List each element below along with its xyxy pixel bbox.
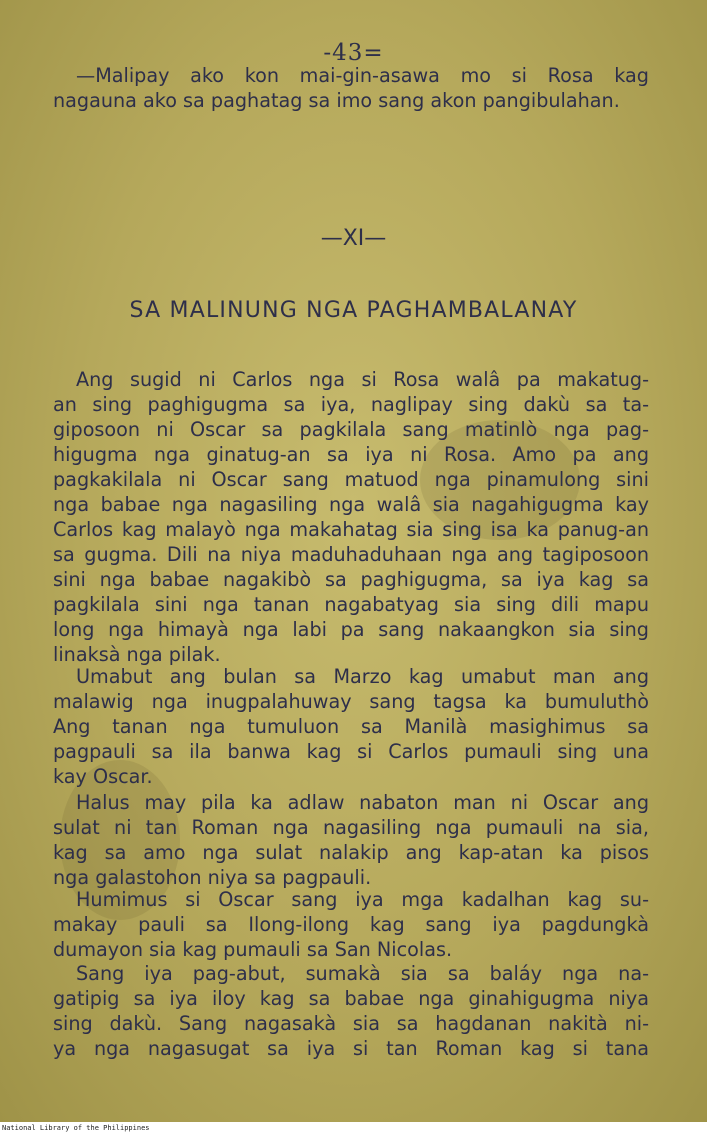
chapter-number: —XI—	[320, 226, 387, 251]
text-line: kag sa amo nga sulat nalakip ang kap-atan ka pisos	[53, 841, 649, 864]
text-line: gatipig sa iya iloy kag sa babae nga ginahigugma niya	[53, 987, 649, 1010]
text-line: sa gugma. Dili na niya maduhaduhaan nga ang tagiposoon	[53, 543, 649, 566]
text-line: pagpauli sa ila banwa kag si Carlos pumauli sing una	[53, 740, 649, 763]
text-line: linaksà nga pilak.	[53, 643, 221, 666]
text-line: kay Oscar.	[53, 765, 153, 788]
footer-credit: National Library of the Philippines	[2, 1124, 150, 1132]
text-line: Umabut ang bulan sa Marzo kag umabut man ang	[76, 665, 649, 688]
text-line: sulat ni tan Roman nga nagasiling nga pumauli na sia,	[53, 816, 649, 839]
text-line: —Malipay ako kon mai-gin-asawa mo si Rosa kag	[76, 64, 649, 87]
text-line: an sing paghigugma sa iya, naglipay sing dakù sa ta-	[53, 393, 649, 416]
text-line: giposoon ni Oscar sa pagkilala sang matinlò nga pag-	[53, 418, 649, 441]
text-line: ya nga nagasugat sa iya si tan Roman kag si tana	[53, 1037, 649, 1060]
page-number: -43=	[323, 40, 384, 66]
text-line: pagkakilala ni Oscar sang matuod nga pinamulong sini	[53, 468, 649, 491]
text-line: Ang tanan nga tumuluon sa Manilà masighimus sa	[53, 715, 649, 738]
text-line: makay pauli sa Ilong-ilong kag sang iya pagdungkà	[53, 913, 649, 936]
text-line: Halus may pila ka adlaw nabaton man ni Oscar ang	[76, 791, 649, 814]
text-line: nagauna ako sa paghatag sa imo sang akon pangibulahan.	[53, 89, 620, 112]
text-line: Humimus si Oscar sang iya mga kadalhan kag su-	[76, 888, 649, 911]
text-line: sing dakù. Sang nagasakà sia sa hagdanan nakità ni-	[53, 1012, 649, 1035]
text-line: malawig nga inugpalahuway sang tagsa ka bumuluthò	[53, 690, 649, 713]
text-line: nga galastohon niya sa pagpauli.	[53, 866, 372, 889]
text-line: long nga himayà nga labi pa sang nakaangkon sia sing	[53, 618, 649, 641]
text-line: pagkilala sini nga tanan nagabatyag sia sing dili mapu	[53, 593, 649, 616]
text-line: Carlos kag malayò nga makahatag sia sing isa ka panug-an	[53, 518, 649, 541]
text-line: Ang sugid ni Carlos nga si Rosa walâ pa makatug-	[76, 368, 649, 391]
chapter-heading: SA MALINUNG NGA PAGHAMBALANAY	[129, 298, 578, 323]
text-line: higugma nga ginatug-an sa iya ni Rosa. Amo pa ang	[53, 443, 649, 466]
text-line: sini nga babae nagakibò sa paghigugma, sa iya kag sa	[53, 568, 649, 591]
text-line: nga babae nga nagasiling nga walâ sia nagahigugma kay	[53, 493, 649, 516]
text-line: Sang iya pag-abut, sumakà sia sa baláy nga na-	[76, 962, 649, 985]
text-line: dumayon sia kag pumauli sa San Nicolas.	[53, 938, 453, 961]
